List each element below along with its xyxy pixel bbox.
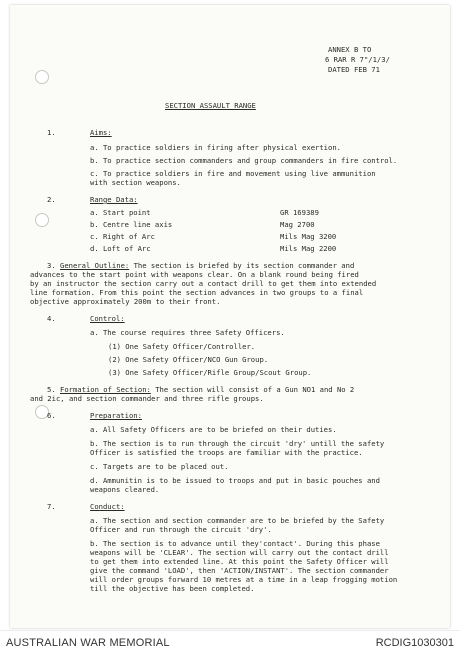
document-page — [10, 5, 450, 628]
date-line: DATED FEB 71 — [328, 65, 380, 74]
section-1-number: 1. — [47, 128, 56, 137]
section-2-number: 2. — [47, 195, 56, 204]
section-5-line — [60, 385, 354, 394]
section-4-number: 4. — [47, 314, 56, 323]
preparation-b-cont: Officer is satisfied the troops are familiar with the practice. — [90, 448, 363, 457]
preparation-a: a. All Safety Officers are to be briefed on their duties. — [90, 425, 337, 434]
conduct-a-cont: Officer and run through the circuit 'dry'. — [90, 525, 272, 534]
range-data-value: Mils Mag 3200 — [280, 232, 337, 241]
range-data-value: Mils Mag 2200 — [280, 244, 337, 253]
aim-c: c. To practice soldiers in fire and movement using live ammunition — [90, 169, 376, 178]
range-data-value: Mag 2700 — [280, 220, 315, 229]
conduct-b-cont: till the objective has been completed. — [90, 584, 255, 593]
section-6-number: 6. — [47, 411, 56, 420]
control-a: a. The course requires three Safety Officers. — [90, 328, 285, 337]
range-data-label: d. Loft of Arc — [90, 244, 151, 253]
section-2-heading: Range Data: — [90, 195, 138, 204]
control-item-3: (3) One Safety Officer/Rifle Group/Scout Group. — [108, 368, 312, 377]
reference-line: 6 RAR R 7"/1/3/ — [325, 55, 390, 64]
document-title: SECTION ASSAULT RANGE — [165, 101, 256, 110]
aim-a: a. To practice soldiers in firing after physical exertion. — [90, 143, 341, 152]
conduct-a: a. The section and section commander are to be briefed by the Safety — [90, 516, 385, 525]
control-item-2: (2) One Safety Officer/NCO Gun Group. — [108, 355, 269, 364]
section-4-heading: Control: — [90, 314, 125, 323]
section-5-heading: Formation of Section: — [60, 385, 151, 394]
section-7-heading: Conduct: — [90, 502, 125, 511]
section-6-heading: Preparation: — [90, 411, 142, 420]
conduct-b-cont: will order groups forward 10 metres at a time in a leap frogging motion — [90, 575, 398, 584]
aim-b: b. To practice section commanders and group commanders in fire control. — [90, 156, 398, 165]
section-3-text: line formation. From this point the section advances in two groups to a final — [30, 288, 364, 297]
section-3-text: The section is briefed by its section commander and — [129, 261, 355, 270]
conduct-b: b. The section is to advance until they'contact'. During this phase — [90, 539, 380, 548]
punch-hole — [35, 70, 49, 84]
preparation-d: d. Ammunitin is to be issued to troops and put in basic pouches and — [90, 476, 380, 485]
section-3-text: advances to the start point with weapons clear. On a blank round being fired — [30, 270, 359, 279]
section-3-line — [60, 261, 354, 270]
preparation-b: b. The section is to run through the circuit 'dry' untill the safety — [90, 439, 385, 448]
conduct-b-cont: to get them into extended line. At this point the Safety Officer will — [90, 557, 389, 566]
section-5-text: and 2ic, and section commander and three rifle groups. — [30, 394, 264, 403]
section-5-number: 5. — [47, 385, 56, 394]
footer-record-id: RCDIG1030301 — [375, 637, 454, 649]
range-data-label: a. Start point — [90, 208, 151, 217]
section-7-number: 7. — [47, 502, 56, 511]
section-5-text: The section will consist of a Gun NO1 and No 2 — [150, 385, 355, 394]
preparation-c: c. Targets are to be placed out. — [90, 462, 229, 471]
aim-c-cont: with section weapons. — [90, 178, 181, 187]
range-data-value: GR 169389 — [280, 208, 319, 217]
conduct-b-cont: weapons will be 'CLEAR'. The section will carry out the contact drill — [90, 548, 389, 557]
footer-source: AUSTRALIAN WAR MEMORIAL — [6, 637, 170, 649]
footer-bar — [0, 630, 460, 654]
range-data-label: b. Centre line axis — [90, 220, 173, 229]
annex-line: ANNEX B TO — [328, 45, 372, 54]
section-3-text: objective approximately 200m to their front. — [30, 297, 221, 306]
section-3-number: 3. — [47, 261, 56, 270]
range-data-label: c. Right of Arc — [90, 232, 155, 241]
control-item-1: (1) One Safety Officer/Controller. — [108, 342, 256, 351]
section-3-text: by an instructor the section carry out a contact drill to get them into extended — [30, 279, 377, 288]
section-1-heading: Aims: — [90, 128, 112, 137]
conduct-b-cont: give the command 'LOAD', then 'ACTION/INSTANT'. The section commander — [90, 566, 389, 575]
section-3-heading: General Outline: — [60, 261, 130, 270]
punch-hole — [35, 213, 49, 227]
preparation-d-cont: weapons cleared. — [90, 485, 160, 494]
